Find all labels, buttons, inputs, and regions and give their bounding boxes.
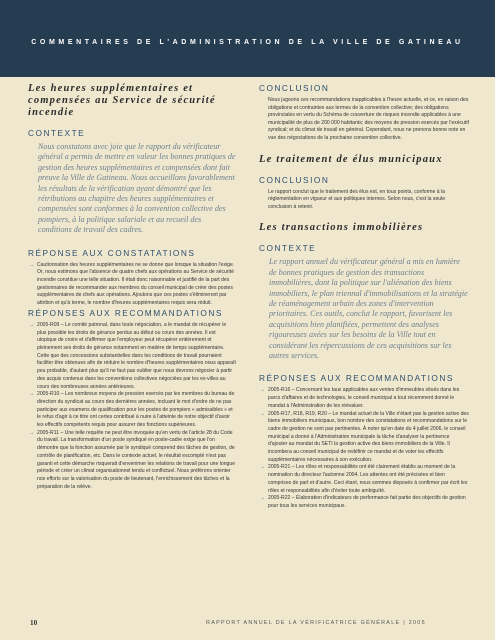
header-title: COMMENTAIRES DE L'ADMINISTRATION DE LA VILLE DE GATINEAU [31,39,464,46]
recommandations-label: RÉPONSES AUX RECOMMANDATIONS [259,373,454,384]
arrow-icon: → [260,387,266,394]
arrow-icon: → [260,410,266,417]
arrow-icon: → [29,261,35,268]
list-item: → 2005-R11 – Une telle requête ne peut être invoquée qu'en vertu de l'article 28 du Code du travail. La transformation d'un poste syndiqué en poste-cadre exige que l'on démontre que la fonction assumée par le syndiqué comprend des tâches de gestion, de contrôle de planification, etc. Dans le contexte actuel, le résultat escompté n'est pas garanti et cette démarche risquerait d'envenimer les relations de travail pour une longue période et créer un climat organisationnel tendu et conflictuel. Nous préférons orienter nos efforts sur la valorisation du poste de lieutenant, l'enrichissement des tâches et la préparation de la relève. [29,429,236,490]
list-item: → 2005-R09 – Le comité patronal, dans toute négociation, a le mandat de récupérer le plus possible les droits de gérance perdus au début ou cours des années. Il est utopique de croire et d'affirmer que l'employeur peut récupérer entièrement et pleinement ses droits de gérance notamment en matière de temps supplémentaire. Cette que des concessions substantielles dans les conditions de travail pourraient faciliter être obtenues afin de réduire le nombre d'heures supplémentaires nous apparaît peu probable, d'autant plus qu'il ne faut pas oublier que nous devrons négocier à partir des acquis contenus dans les conventions collectives négociées par les ex-villes au cours des nombreuses années antérieures. [29,321,236,390]
left-column [28,83,236,491]
arrow-icon: → [29,391,35,398]
conclusion-label: CONCLUSION [259,83,330,93]
contexte-quote: Nous constatons avec joie que le rapport du vérificateur général a permis de mettre en valeur les bonnes pratiques de gestion des heures supplémentaires et compensées dont fait preuve la Ville de Gatineau. Nous accueillons favorablement les résultats de la vérification ayant démontré que les rétributions au chapitre des heures supplémentaires et compensées sont conformes à la convention collective des pompiers, à la politique salariale et au recueil des conditions de travail des cadres. [38,142,236,235]
page-number: 10 [30,619,38,627]
header-banner [0,0,495,77]
contexte-label: CONTEXTE [28,128,86,138]
arrow-icon: → [29,429,35,436]
conclusion-text: Le rapport conclut que le traitement des élus est, en tous points, conforme à la réglementation en vigueur et aux politiques internes. Selon nous, c'est la seule conclusion à retenir. [268,188,446,210]
conclusion-label: CONCLUSION [259,174,330,185]
contexte-quote: Le rapport annuel du vérificateur général a mis en lumière de bonnes pratiques de gestion des transactions immobilières, dont la politique sur l'aliénation des biens immobiliers, le plan triennal d'immobilisations et la stratégie de réaménagement urbain des zones d'intervention prioritaires. Ces outils, conclut le rapport, favorisent les acquisitions bien planifiées, permettent des analyses rigoureuses axées sur les besoins de la Ville tout en considérant les répercussions de ces acquisitions sur les autres services. [269,257,468,360]
constatations-label: RÉPONSE AUX CONSTATATIONS [28,247,196,258]
section-title-heures: Les heures supplémentaires et compensées au Service de sécurité incendie [28,83,216,118]
footer-text: RAPPORT ANNUEL DE LA VÉRIFICATRICE GÉNÉRALE | 2005 [206,620,426,626]
list-item: → 2005-R22 – Élaboration d'indicateurs de performance fait partie des objectifs de gestion pour tous les services municipaux. [260,495,466,509]
arrow-icon: → [260,495,266,502]
list-item: → 2005-R16 – Concernant les taux applicables aux ventes d'immeubles situés dans les parcs d'affaires et de technologies, le conseil municipal a tout récemment donné le mandat à l'Administration de les réévaluer. [260,387,460,409]
list-item: → 2005-R17, R18, R19, R20 – Le mandat actuel de la Ville n'étant pas la gestion active des biens immobiliers municipaux, bon nombre des constatations et recommandations sur le cadre de gestion ne sont pas pertinentes. À noter qu'en date du 4 juillet 2006, le conseil municipal a donné à l'Administration municipale la tâche d'analyser la pertinence d'ajouter au mandat du SETI la gestion active des biens immobiliers de la Ville. Il incombera au conseil municipal de redéfinir ce mandat et de voter les effectifs supplémentaires nécessaires à son exécution. [260,410,469,463]
list-item: → 2005-R21 – Les rôles et responsabilités ont été clairement établis au moment de la nomination du directeur l'automne 2004. Les attentes ont été précisées et bien comprises de part et d'autre. Ceci étant, nous sommes disposés à confirmer par écrit les rôles et responsabilités afin d'éviter toute ambiguïté. [260,464,468,494]
right-column [259,83,469,511]
recommandations-label: RÉPONSES AUX RECOMMANDATIONS [28,307,223,318]
section-title-transactions: Les transactions immobilières [259,222,424,234]
list-item: → 2005-R10 – Les nombreux moyens de pression exercés par les membres du bureau de direction du syndicat au cours des dernières années, incluant le mot d'ordre de ne pas participer aux examens de qualification pour les postes de pompiers « admissibles » et le refus d'agir à ce titre ont certes contribué à nuire à l'atteinte de notre objectif d'avoir les effectifs compétents requis pour assurer des fonctions supérieures. [29,391,235,429]
contexte-label: CONTEXTE [259,243,317,254]
arrow-icon: → [260,464,266,471]
section-title-elus: Le traitement de élus municipaux [259,153,443,165]
arrow-icon: → [29,321,35,328]
constatations-text: → Cautionnation des heures supplémentaires ne se donne que lorsque la situation l'exige. Or, nous estimons que l'absence de quatre chefs aux opérations au Service de sécurité incendie constitue une telle situation. Il était donc raisonnable et justifié de la part des gestionnaires de recommander aux membres du conseil municipal de créer des postes supplémentaires de chefs aux opérations. Ajoutons que ces postes s'élimineront par attrition et qu'à terme, le nombre d'heures supplémentaires requis sera réduit. [29,261,235,307]
conclusion-text: Nous jugeons ces recommandations inapplicables à l'heure actuelle, et ce, en raison des obligations et contraintes aux termes de la convention collective; des obligations provinciales en vertu du Schéma de couverture de risques incendie applicables à une municipalité de plus de 200 000 habitants; des moyens de pression exercés par l'exécutif syndical; et du climat de travail en général. Cependant, nous ne prenons bonne note en vue des négociations de la prochaine convention collective. [268,97,469,141]
